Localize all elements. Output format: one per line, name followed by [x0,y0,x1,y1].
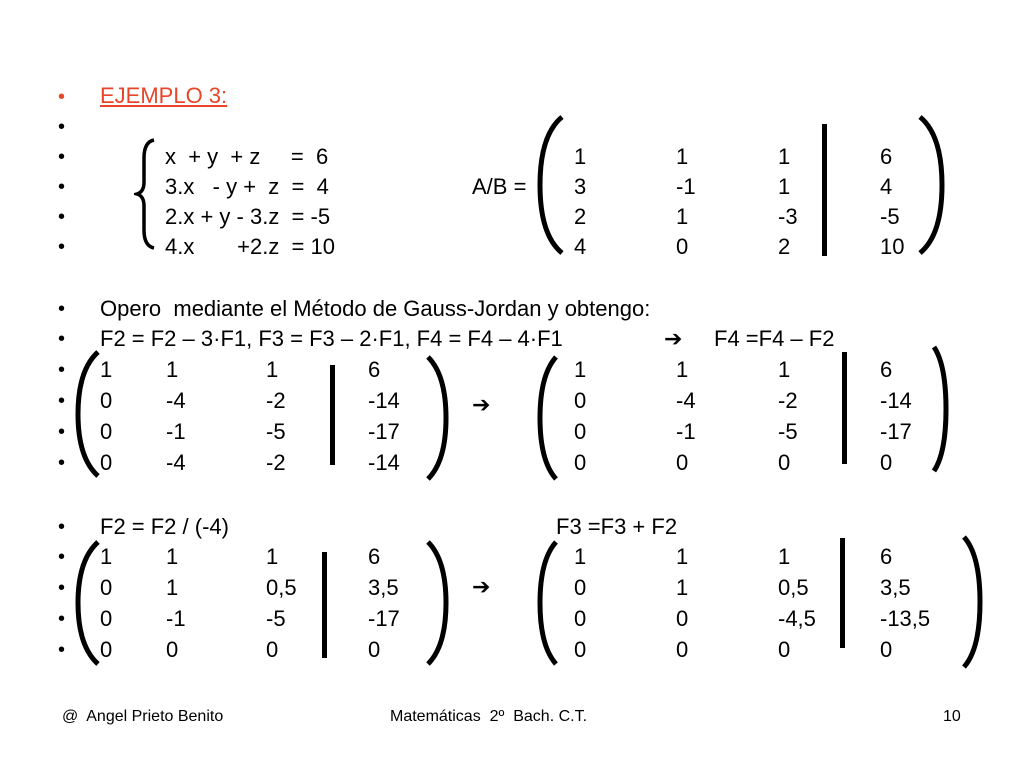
matrix-cell: -14 [368,450,400,475]
augment-bar [330,365,335,465]
row-operations-2b: F3 =F3 + F2 [556,514,678,539]
matrix-cell: 0 [778,450,791,475]
augment-bar [322,552,327,658]
right-paren-icon [916,115,946,255]
matrix-cell: 2 [778,234,791,259]
right-paren-icon [424,355,450,481]
matrix-cell: 0 [166,637,179,662]
matrix-cell: -2 [778,388,798,413]
bullet: • [58,639,66,661]
matrix-cell: 6 [880,544,893,569]
left-paren-icon [74,350,102,478]
footer-page-number: 10 [943,708,961,725]
matrix-cell: -5 [880,204,900,229]
matrix-cell: 1 [166,544,179,569]
matrix-cell: 4 [574,234,587,259]
matrix-cell: 0 [100,637,113,662]
right-paren-icon [930,345,950,473]
matrix-cell: -3 [778,204,798,229]
bullet: • [58,86,66,108]
method-text: Opero mediante el Método de Gauss-Jordan y obtengo: [100,296,651,321]
matrix-cell: 6 [880,144,893,169]
bullet: • [58,452,66,474]
slide-title: EJEMPLO 3: [100,83,228,108]
bullet: • [58,608,66,630]
matrix-cell: 0 [100,606,113,631]
bullet: • [58,298,66,320]
matrix-cell: 0 [574,575,587,600]
matrix-cell: 4 [880,174,893,199]
matrix-cell: -5 [266,419,286,444]
system-brace-icon [134,138,158,250]
matrix-cell: -14 [880,388,912,413]
row-operations-2a: F2 = F2 / (-4) [100,514,229,539]
matrix-cell: 1 [676,357,689,382]
bullet: • [58,328,66,350]
matrix-cell: 0 [574,388,587,413]
matrix-cell: 1 [676,544,689,569]
matrix-cell: 0,5 [778,575,809,600]
matrix-cell: 2 [574,204,587,229]
matrix-cell: 1 [778,174,791,199]
row-operations-1b: F4 =F4 – F2 [714,326,835,351]
right-paren-icon [960,535,984,669]
matrix-cell: 0 [266,637,279,662]
bullet: • [58,176,66,198]
matrix-cell: -1 [676,174,696,199]
matrix-cell: 0 [778,637,791,662]
augment-bar [840,538,845,648]
matrix-cell: 0 [574,419,587,444]
bullet: • [58,577,66,599]
bullet: • [58,546,66,568]
matrix-cell: 1 [676,204,689,229]
matrix-cell: 3,5 [880,575,911,600]
matrix-cell: -14 [368,388,400,413]
augment-bar [822,124,827,256]
matrix-cell: -1 [676,419,696,444]
matrix-cell: 1 [676,144,689,169]
bullet: • [58,206,66,228]
equation-2: 3.x - y + z = 4 [165,174,329,199]
matrix-cell: 6 [368,357,381,382]
matrix-cell: 0 [574,606,587,631]
matrix-cell: 0 [676,606,689,631]
bullet: • [58,116,66,138]
matrix-cell: -4 [166,388,186,413]
matrix-cell: -1 [166,606,186,631]
row-operations-1: F2 = F2 – 3·F1, F3 = F3 – 2·F1, F4 = F4 – 4·F1 [100,326,563,351]
matrix-cell: 1 [778,544,791,569]
matrix-cell: -17 [880,419,912,444]
arrow-icon: ➔ [472,392,491,417]
matrix-cell: 3,5 [368,575,399,600]
matrix-cell: -17 [368,606,400,631]
equation-1: x + y + z = 6 [165,144,329,169]
footer-course: Matemáticas 2º Bach. C.T. [390,708,588,725]
right-paren-icon [424,540,450,666]
matrix-cell: 0 [574,637,587,662]
matrix-cell: 3 [574,174,587,199]
equation-3: 2.x + y - 3.z = -5 [165,204,331,229]
matrix-cell: 0 [574,450,587,475]
matrix-cell: 6 [880,357,893,382]
matrix-cell: 0 [676,450,689,475]
matrix-cell: -1 [166,419,186,444]
arrow-icon: ➔ [472,574,491,599]
matrix-cell: -2 [266,388,286,413]
matrix-cell: 0 [676,234,689,259]
matrix-cell: 0,5 [266,575,297,600]
matrix-cell: 0 [676,637,689,662]
matrix-cell: -4,5 [778,606,816,631]
matrix-cell: 1 [266,544,279,569]
matrix-cell: 0 [100,450,113,475]
bullet: • [58,236,66,258]
left-paren-icon [74,540,102,666]
left-paren-icon [536,540,560,666]
matrix-cell: 0 [100,388,113,413]
matrix-cell: 1 [166,357,179,382]
matrix-cell: -5 [778,419,798,444]
matrix-cell: 1 [574,544,587,569]
matrix-cell: 1 [266,357,279,382]
matrix-cell: -5 [266,606,286,631]
augment-bar [842,352,847,464]
equation-4: 4.x +2.z = 10 [165,234,335,259]
bullet: • [58,421,66,443]
bullet: • [58,146,66,168]
matrix-cell: -17 [368,419,400,444]
matrix-cell: 10 [880,234,905,259]
matrix-cell: 1 [574,357,587,382]
matrix-cell: 0 [880,637,893,662]
footer-author: @ Angel Prieto Benito [62,708,224,725]
matrix-cell: 0 [368,637,381,662]
left-paren-icon [536,115,566,255]
matrix-cell: 0 [880,450,893,475]
matrix-cell: 0 [100,575,113,600]
arrow-icon: ➔ [664,326,683,351]
matrix-cell: 1 [778,357,791,382]
matrix-cell: 1 [778,144,791,169]
bullet: • [58,516,66,538]
left-paren-icon [536,355,560,481]
augmented-matrix-label: A/B = [472,174,527,199]
bullet: • [58,359,66,381]
matrix-cell: 1 [100,544,113,569]
matrix-cell: 1 [676,575,689,600]
bullet: • [58,390,66,412]
matrix-cell: 1 [166,575,179,600]
matrix-cell: 1 [100,357,113,382]
matrix-cell: 1 [574,144,587,169]
matrix-cell: -4 [166,450,186,475]
matrix-cell: 0 [100,419,113,444]
matrix-cell: -2 [266,450,286,475]
matrix-cell: -4 [676,388,696,413]
matrix-cell: -13,5 [880,606,931,631]
matrix-cell: 6 [368,544,381,569]
